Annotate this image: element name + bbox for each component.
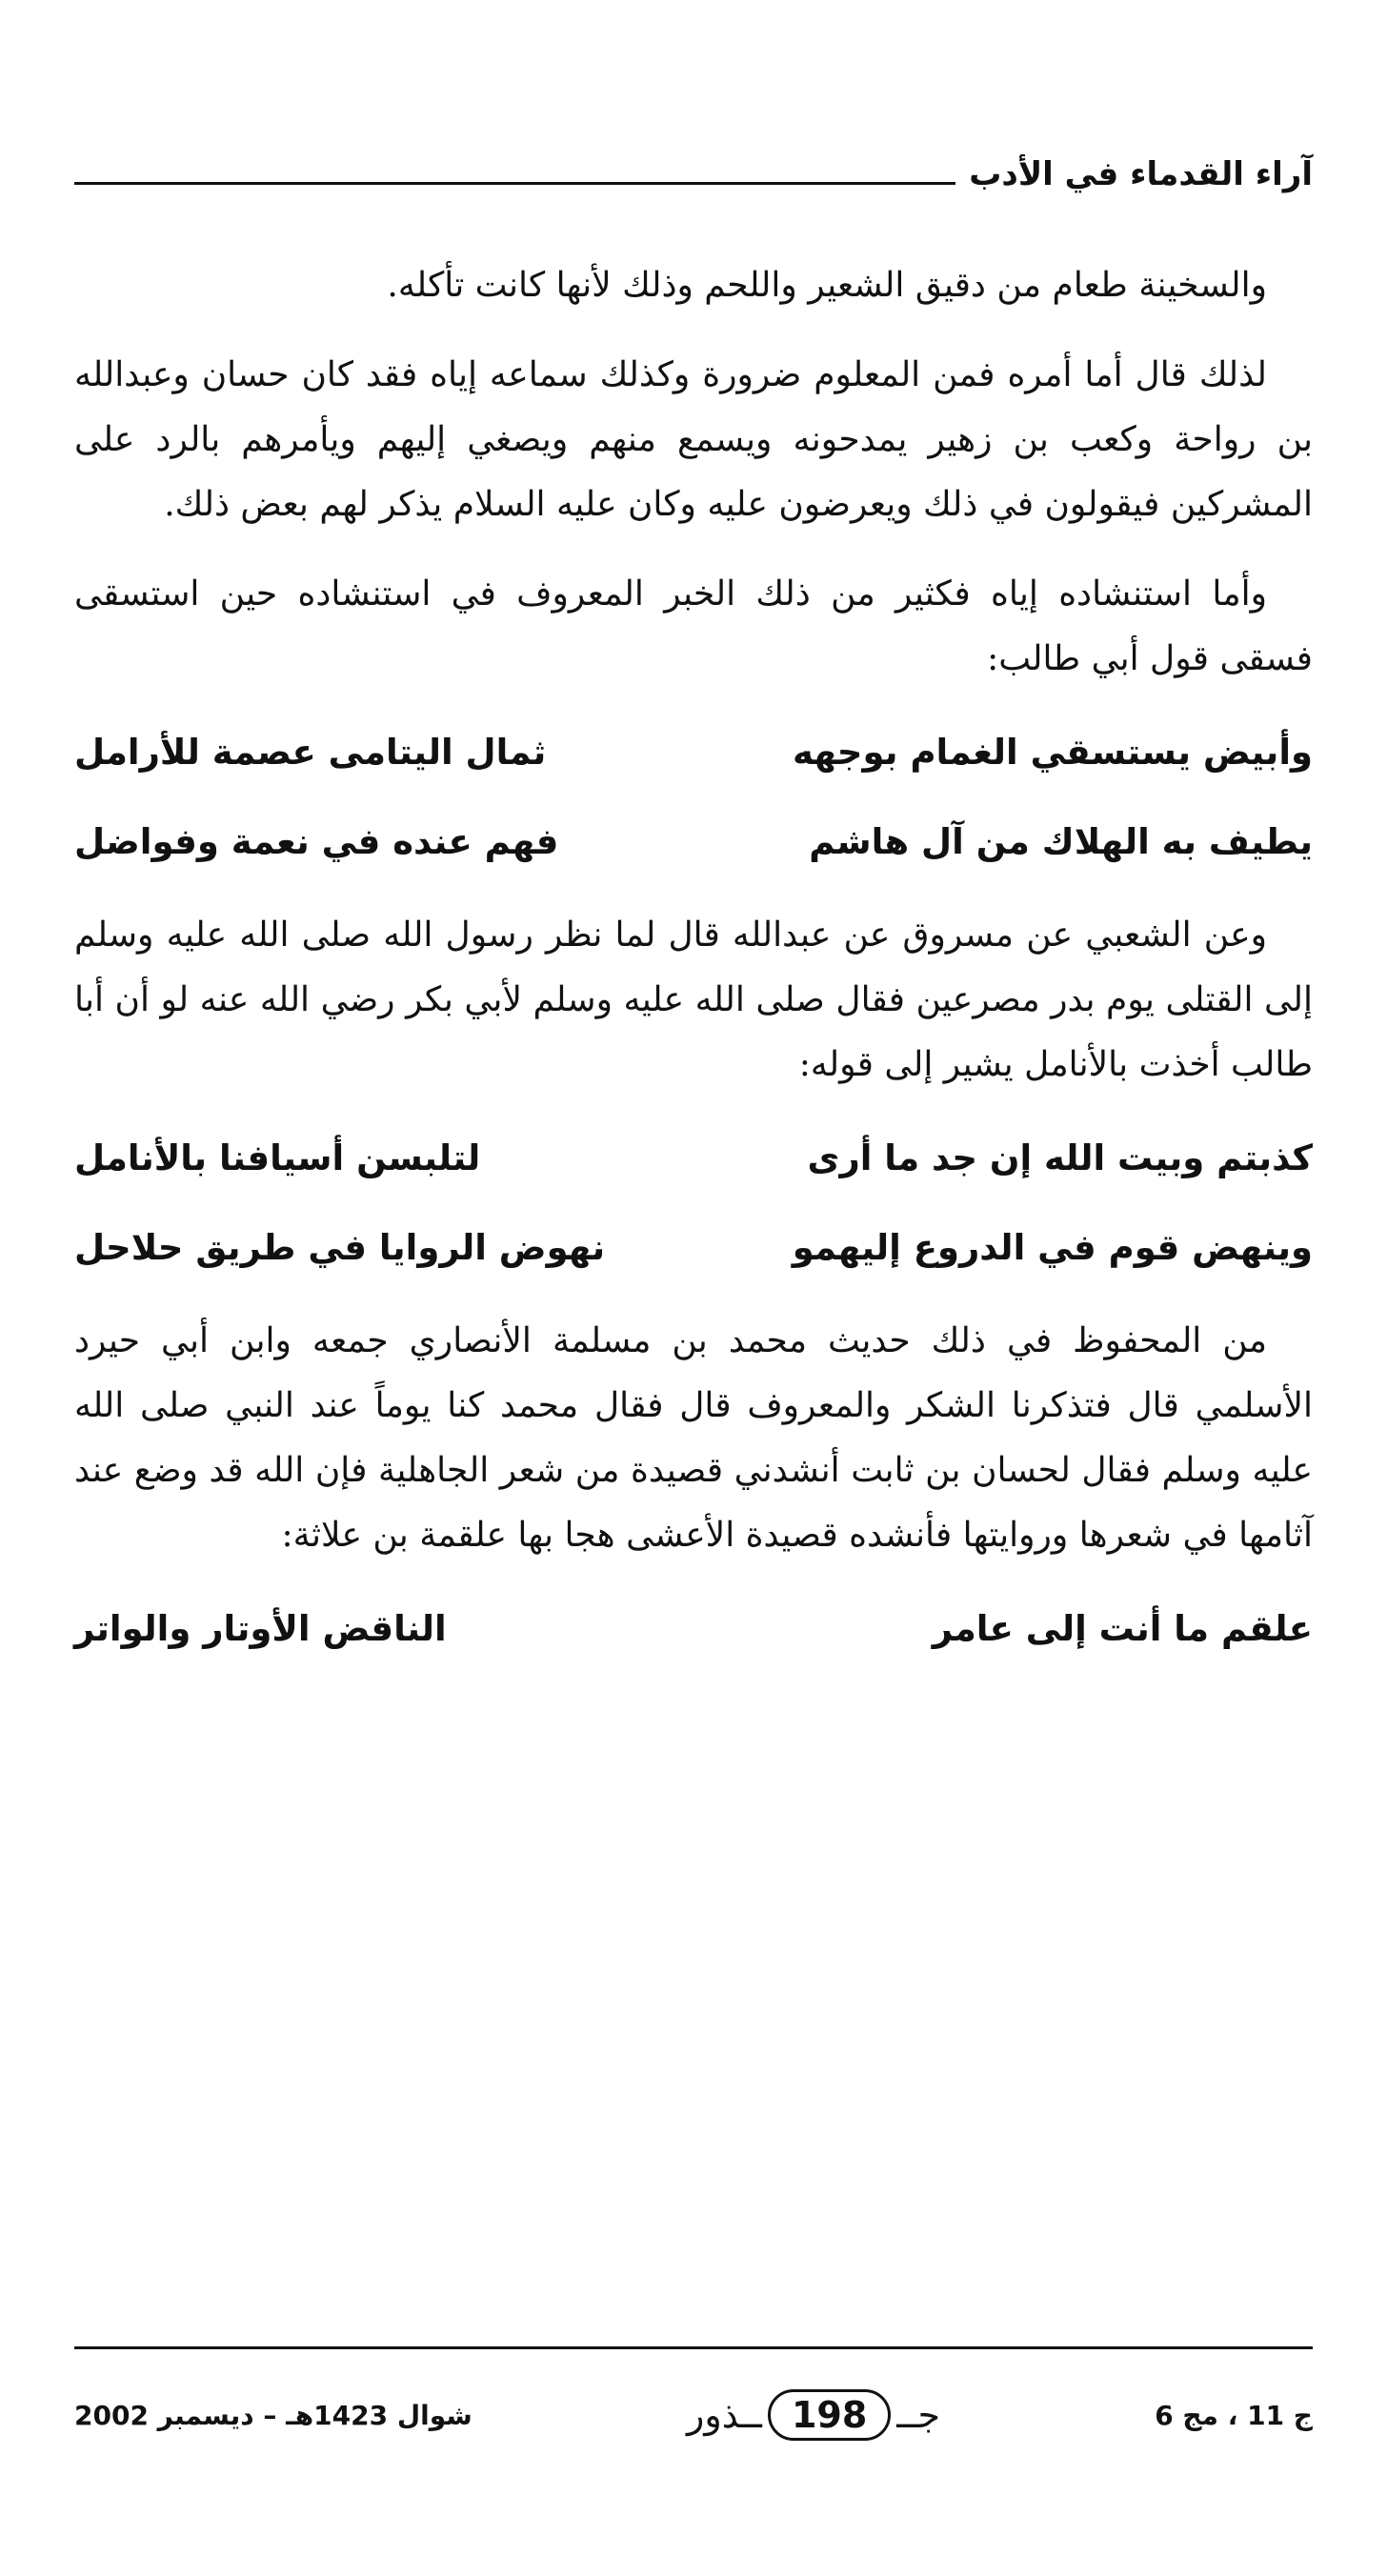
verse-first-hemistich: يطيف به الهلاك من آل هاشم [809,821,1313,862]
journal-page-mark [687,2389,940,2441]
verse-line [74,734,1313,772]
paragraph: والسخينة طعام من دقيق الشعير واللحم وذلك لأنها كانت تأكله. [387,266,1267,305]
verse-line [74,1229,1313,1267]
issue-date: شوال 1423هـ – ديسمبر 2002 [74,2399,472,2431]
verse-second-hemistich: نهوض الروايا في طريق حلاحل [74,1227,606,1268]
verse-line [74,823,1313,861]
verse-first-hemistich: علقم ما أنت إلى عامر [932,1608,1313,1649]
paragraph: لذلك قال أما أمره فمن المعلوم ضرورة وكذلك سماعه إياه فقد كان حسان وعبدالله بن رواحة وكعب بن زهير يمدحونه ويسمع منهم ويصغي إليهم ويأمرهم بالرد على المشركين فيقولون في ذلك ويعرضون عليه وكان عليه السلام يذكر لهم بعض ذلك. [74,355,1313,524]
page-footer [74,2382,1313,2448]
running-title: آراء القدماء في الأدب [969,155,1313,193]
volume-issue: ج 11 ، مج 6 [1155,2399,1313,2431]
paragraph: وعن الشعبي عن مسروق عن عبدالله قال لما نظر رسول الله صلى الله عليه وسلم إلى القتلى يوم بدر مصرعين فقال صلى الله عليه وسلم لأبي بكر رضي الله عنه لو أن أبا طالب أخذت بالأنامل يشير إلى قوله: [74,916,1313,1084]
verse-second-hemistich: ثمال اليتامى عصمة للأرامل [74,732,547,773]
page-number: 198 [768,2389,891,2441]
verse-first-hemistich: وينهض قوم في الدروع إليهمو [792,1227,1313,1268]
verse-first-hemistich: وأبيض يستسقي الغمام بوجهه [792,732,1313,773]
paragraph: من المحفوظ في ذلك حديث محمد بن مسلمة الأنصاري جمعه وابن أبي حيرد الأسلمي قال فتذكرنا الشكر والمعروف قال فقال محمد كنا يوماً عند النبي صلى الله عليه وسلم فقال لحسان بن ثابت أنشدني قصيدة من شعر الجاهلية فإن الله قد وضع عند آثامها في شعرها وروايتها فأنشده قصيدة الأعشى هجا بها علقمة بن علاثة: [74,1321,1314,1555]
verse-first-hemistich: كذبتم وبيت الله إن جد ما أرى [807,1137,1313,1178]
verse-second-hemistich: الناقض الأوتار والواتر [74,1608,447,1649]
verse-second-hemistich: لتلبسن أسيافنا بالأنامل [74,1137,481,1178]
running-header [74,133,1313,191]
verse-line [74,1610,1313,1648]
footer-rule [74,2346,1313,2349]
journal-name-prefix: جــ [896,2394,941,2436]
journal-name-suffix: ــذور [687,2394,762,2436]
verse-second-hemistich: فهم عنده في نعمة وفواضل [74,821,559,862]
verse-line [74,1139,1313,1177]
paragraph: وأما استنشاده إياه فكثير من ذلك الخبر المعروف في استنشاده حين استسقى فسقى قول أبي طالب: [74,574,1313,678]
header-rule [74,182,955,185]
body-text [74,253,1313,1700]
